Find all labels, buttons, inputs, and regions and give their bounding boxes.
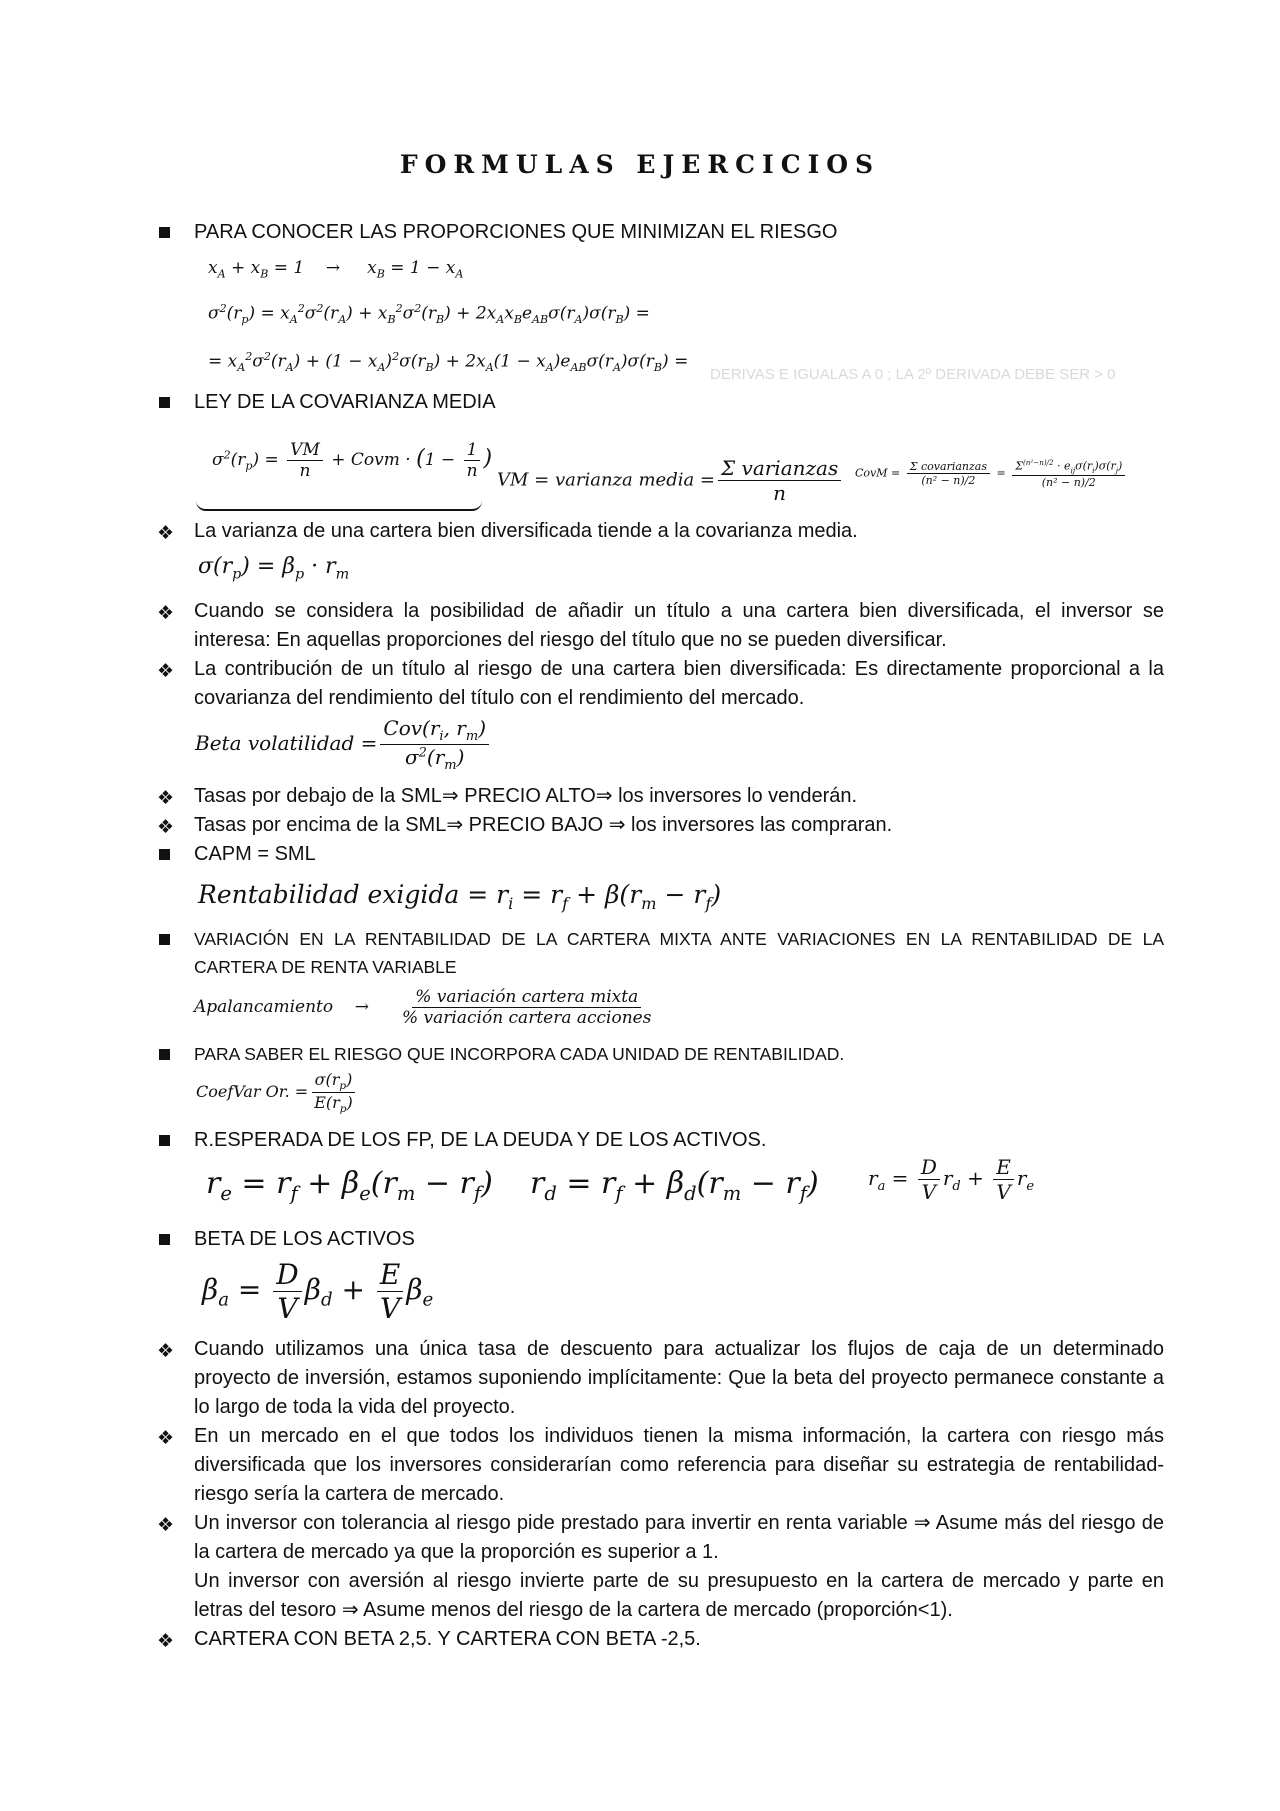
bullet-tasa-descuento: Cuando utilizamos una única tasa de descuento para actualizar los flujos de caja de un determinado proyecto de inversión, estamos suponiendo implícitamente: Que la beta del proyecto permanece constante a lo largo de toda la vida del proyecto. [194, 1338, 1164, 1418]
apal-label: Apalancamiento [194, 997, 334, 1017]
heading-riesgo-unidad: PARA SABER EL RIESGO QUE INCORPORA CADA UNIDAD DE RENTABILIDAD. [194, 1044, 845, 1064]
formula-varianza-desarrollo: = $x_A^2\sigma^2(r_A) + (1 - x_A)^2\sigma(r_B) + 2x_A(1 - x_A)e_{AB}\sigma(r_A)\sigma(r_B)$ = [208, 350, 689, 375]
heading-proporciones: PARA CONOCER LAS PROPORCIONES QUE MINIMIZAN EL RIESGO [194, 221, 838, 243]
heading-covarianza: LEY DE LA COVARIANZA MEDIA [194, 391, 496, 413]
diamond-bullet: ❖ [157, 522, 175, 544]
apal-denominator: % variación cartera acciones [402, 1008, 652, 1028]
square-bullet [159, 1049, 170, 1060]
formula-re: $r_e = r_f + \beta_e(r_m - r_f)$ [206, 1166, 493, 1205]
square-bullet [159, 849, 170, 860]
bullet-cartera-beta: CARTERA CON BETA 2,5. Y CARTERA CON BETA -2,5. [194, 1628, 701, 1650]
bullet-debajo-sml: Tasas por debajo de la SML⇒ PRECIO ALTO⇒ los inversores lo venderán. [194, 785, 858, 807]
bullet-anadir-titulo: Cuando se considera la posibilidad de añadir un título a una cartera bien diversificada, el inversor se interesa: En aquellas proporciones del riesgo del título que no se pueden diversificar. [194, 600, 1164, 651]
diamond-bullet: ❖ [157, 602, 175, 624]
square-bullet [159, 934, 170, 945]
heading-capm: CAPM = SML [194, 843, 316, 865]
heading-beta-activos: BETA DE LOS ACTIVOS [194, 1228, 415, 1250]
formula-rentabilidad-exigida: Rentabilidad exigida = $r_i = r_f + \beta(r_m - r_f)$ [198, 880, 722, 913]
formula-vm [497, 456, 844, 505]
diamond-bullet: ❖ [157, 1630, 175, 1652]
heading-resperada: R.ESPERADA DE LOS FP, DE LA DEUDA Y DE LOS ACTIVOS. [194, 1129, 767, 1151]
square-bullet [159, 397, 170, 408]
formula-covarianza-media: $\sigma^2(r_p)$ = $\frac{VM}{n}$ + Covm · (1 − $\frac{1}{n}$ ) [212, 440, 493, 481]
formula-ra: $r_a$ = $\frac{D}{V}$ $r_d$ + $\frac{E}{V}$ $r_e$ [868, 1155, 1035, 1204]
formula-proporciones: $x_A + x_B = 1$ → $x_B = 1 - x_A$ [208, 258, 464, 281]
vm-label: VM = varianza media = [497, 469, 716, 491]
square-bullet [159, 1234, 170, 1245]
diamond-bullet: ❖ [157, 816, 175, 838]
formula-varianza-cartera: $\sigma^2(r_p) = x_A^2\sigma^2(r_A) + x_B^2\sigma^2(r_B) + 2x_Ax_Be_{AB}\sigma(r_A)\sigma(r_B)$ = [208, 302, 650, 327]
vm-denominator: n [773, 481, 787, 505]
vm-numerator: Σ varianzas [718, 456, 841, 481]
bullet-encima-sml: Tasas por encima de la SML⇒ PRECIO BAJO ⇒ los inversores las compraran. [194, 814, 893, 836]
formula-beta-volatilidad: Beta volatilidad = $\frac{Cov(r_i, r_m)}{\sigma^2(r_m)}$ [195, 716, 492, 773]
bullet-aversion-riesgo: Un inversor con aversión al riesgo invierte parte de su presupuesto en la cartera de mercado y parte en letras del tesoro ⇒ Asume menos del riesgo de la cartera de mercado (proporción<1). [194, 1570, 1164, 1621]
diamond-bullet: ❖ [157, 660, 175, 682]
rent-label: Rentabilidad exigida = [198, 880, 489, 909]
page-title: FORMULAS EJERCICIOS [399, 150, 881, 179]
bullet-varianza-diversificada: La varianza de una cartera bien diversificada tiende a la covarianza media. [194, 520, 858, 542]
diamond-bullet: ❖ [157, 1427, 175, 1449]
coef-label: CoefVar Or. = [196, 1082, 309, 1102]
formula-sigma-beta: $\sigma(r_p) = \beta_p \cdot r_m$ [198, 554, 350, 583]
bullet-tolerancia-riesgo: Un inversor con tolerancia al riesgo pide prestado para invertir en renta variable ⇒ Asume más del riesgo de la cartera de mercado ya que la proporción es superior a 1. [194, 1512, 1164, 1563]
derivas-note: DERIVAS E IGUALAS A 0 ; LA 2º DERIVADA DEBE SER > 0 [710, 366, 1116, 383]
formula-rd: $r_d = r_f + \beta_d(r_m - r_f)$ [530, 1166, 819, 1205]
formula-apalancamiento: Apalancamiento → $\frac{\text{\% variación cartera mixta}}{\text{\% variación cartera acciones}}$ [194, 987, 657, 1028]
formula-beta-a: $\beta_a$ = $\frac{D}{V}$ $\beta_d$ + $\frac{E}{V}$ $\beta_e$ [202, 1258, 434, 1325]
apal-numerator: % variación cartera mixta [412, 987, 641, 1008]
bullet-cartera-mercado: En un mercado en el que todos los individuos tienen la misma información, la cartera con riesgo más diversificada que los inversores considerarían como referencia para diseñar su estrategia de rentabilidad-riesgo sería la cartera de mercado. [194, 1425, 1164, 1505]
beta-label: Beta volatilidad = [195, 731, 378, 755]
diamond-bullet: ❖ [157, 1340, 175, 1362]
square-bullet [159, 1135, 170, 1146]
bullet-contribucion: La contribución de un título al riesgo de una cartera bien diversificada: Es directamente proporcional a la covarianza del rendimiento del título con el rendimiento del mercado. [194, 658, 1164, 709]
heading-variacion: VARIACIÓN EN LA RENTABILIDAD DE LA CARTERA MIXTA ANTE VARIACIONES EN LA RENTABILIDAD DE LA CARTERA DE RENTA VARIABLE [194, 929, 1164, 977]
diamond-bullet: ❖ [157, 1514, 175, 1536]
formula-covm: CovM = $\frac{\text{Σ covarianzas}}{\text{(n² − n)/2}}$ = $\frac{\Sigma^{(n^2-n)/2} \cdot e_{ij}\sigma(r_i)\sigma(r_j)}{\text{(n² − n)/2}}$ [855, 458, 1128, 489]
formula-coefvar: CoefVar Or. = $\frac{\sigma(r_p)}{E(r_p)}$ [196, 1070, 359, 1115]
diamond-bullet: ❖ [157, 787, 175, 809]
square-bullet [159, 227, 170, 238]
